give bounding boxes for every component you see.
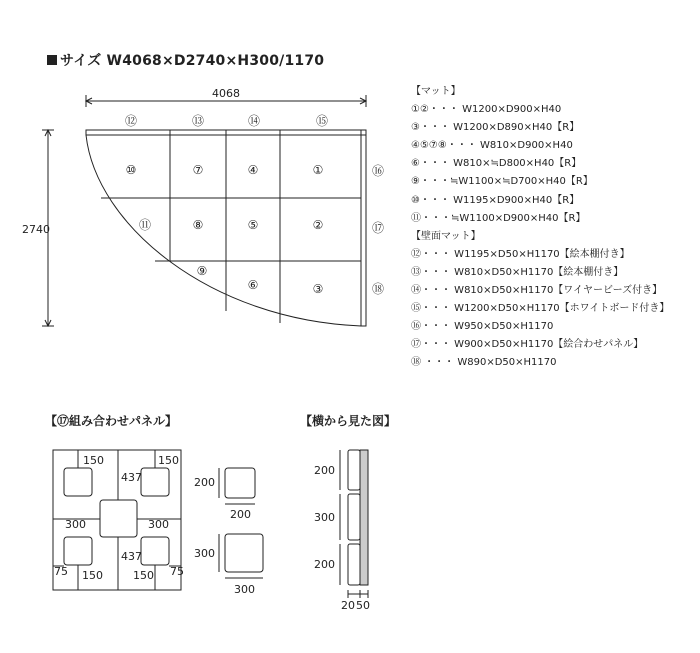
wall-label-16: ⑯ bbox=[371, 164, 385, 178]
panel-dim-437-top: 437 bbox=[121, 471, 142, 484]
side-block-bottom bbox=[348, 544, 360, 585]
side-section-title: 【横から見た図】 bbox=[300, 414, 397, 428]
side-height-middle: 300 bbox=[314, 511, 335, 524]
mat-label-1: ① bbox=[312, 163, 324, 177]
side-view bbox=[340, 450, 368, 598]
legend-mat-item: ①②・・・ W1200×D900×H40 bbox=[411, 104, 562, 116]
side-block-middle bbox=[348, 494, 360, 540]
small-square-width: 200 bbox=[230, 508, 251, 521]
width-label: 4068 bbox=[212, 87, 240, 100]
mat-label-10: ⑩ bbox=[125, 163, 137, 177]
wall-label-12: ⑫ bbox=[124, 114, 138, 128]
panel-dim-150-bottom-right: 150 bbox=[133, 569, 154, 582]
panel-dim-150-top-left: 150 bbox=[83, 454, 104, 467]
title-text: サイズ W4068×D2740×H300/1170 bbox=[60, 53, 325, 69]
panel-hole-center bbox=[100, 500, 137, 537]
panel-section-title: 【⑰組み合わせパネル】 bbox=[45, 414, 178, 428]
large-square-height: 300 bbox=[194, 547, 215, 560]
wall-label-13: ⑬ bbox=[191, 114, 205, 128]
legend-mat-item: ⑪・・・≒W1100×D900×H40【R】 bbox=[411, 212, 586, 224]
mat-label-3: ③ bbox=[312, 282, 324, 296]
legend-wall-item: ⑰・・・ W900×D50×H1170【絵合わせパネル】 bbox=[411, 339, 644, 351]
mat-label-7: ⑦ bbox=[192, 163, 204, 177]
mat-label-5: ⑤ bbox=[247, 218, 259, 232]
legend-mat-item: ④⑤⑦⑧・・・ W810×D900×H40 bbox=[411, 140, 573, 152]
panel-dim-150-bottom-left: 150 bbox=[82, 569, 103, 582]
loose-square-large bbox=[225, 534, 263, 572]
panel-hole-bottom-right bbox=[141, 537, 169, 565]
depth-label: 2740 bbox=[22, 223, 50, 236]
side-depth-20: 20 bbox=[341, 599, 355, 612]
legend-mat-item: ③・・・ W1200×D890×H40【R】 bbox=[411, 122, 580, 134]
side-block-top bbox=[348, 450, 360, 490]
loose-square-small bbox=[225, 468, 255, 498]
panel-dim-75-right: 75 bbox=[170, 565, 184, 578]
panel-dim-437-bottom: 437 bbox=[121, 550, 142, 563]
legend-wall-item: ⑯・・・ W950×D50×H1170 bbox=[411, 321, 554, 333]
wall-label-18: ⑱ bbox=[371, 282, 385, 296]
panel-dim-300-right: 300 bbox=[148, 518, 169, 531]
panel-hole-bottom-left bbox=[64, 537, 92, 565]
wall-label-15: ⑮ bbox=[315, 114, 329, 128]
mat-label-6: ⑥ bbox=[247, 278, 259, 292]
panel-dim-300-left: 300 bbox=[65, 518, 86, 531]
side-height-top: 200 bbox=[314, 464, 335, 477]
panel-dim-75-left: 75 bbox=[54, 565, 68, 578]
legend-mat-item: ⑨・・・≒W1100×≒D700×H40【R】 bbox=[411, 176, 593, 188]
small-square-height: 200 bbox=[194, 476, 215, 489]
side-height-bottom: 200 bbox=[314, 558, 335, 571]
legend-wall-item: ⑮・・・ W1200×D50×H1170【ホワイトボード付き】 bbox=[411, 303, 670, 315]
legend-wall-item: ⑱ ・・・ W890×D50×H1170 bbox=[411, 357, 557, 369]
legend-mat-header: 【マット】 bbox=[411, 86, 461, 97]
side-wall-backing bbox=[360, 450, 368, 585]
wall-label-14: ⑭ bbox=[247, 114, 261, 128]
mat-label-8: ⑧ bbox=[192, 218, 204, 232]
legend-wall-item: ⑫・・・ W1195×D50×H1170【絵本棚付き】 bbox=[411, 248, 630, 260]
right-wall bbox=[361, 130, 366, 326]
side-depth-50: 50 bbox=[356, 599, 370, 612]
mat-label-2: ② bbox=[312, 218, 324, 232]
legend-wall-item: ⑭・・・ W810×D50×H1170【ワイヤービーズ付き】 bbox=[411, 285, 663, 297]
mat-label-4: ④ bbox=[247, 163, 259, 177]
legend-wall-header: 【壁面マット】 bbox=[411, 230, 481, 242]
legend-wall-item: ⑬・・・ W810×D50×H1170【絵本棚付き】 bbox=[411, 266, 624, 278]
panel-hole-top-left bbox=[64, 468, 92, 496]
legend-mat-item: ⑥・・・ W810×≒D800×H40【R】 bbox=[411, 158, 582, 170]
mat-label-9: ⑨ bbox=[196, 264, 208, 278]
wall-label-17: ⑰ bbox=[371, 221, 385, 235]
panel-dim-150-top-right: 150 bbox=[158, 454, 179, 467]
legend-mat-item: ⑩・・・ W1195×D900×H40【R】 bbox=[411, 194, 580, 206]
legend bbox=[411, 83, 669, 373]
panel-hole-top-right bbox=[141, 468, 169, 496]
mat-label-11: ⑪ bbox=[138, 218, 152, 232]
large-square-width: 300 bbox=[234, 583, 255, 596]
